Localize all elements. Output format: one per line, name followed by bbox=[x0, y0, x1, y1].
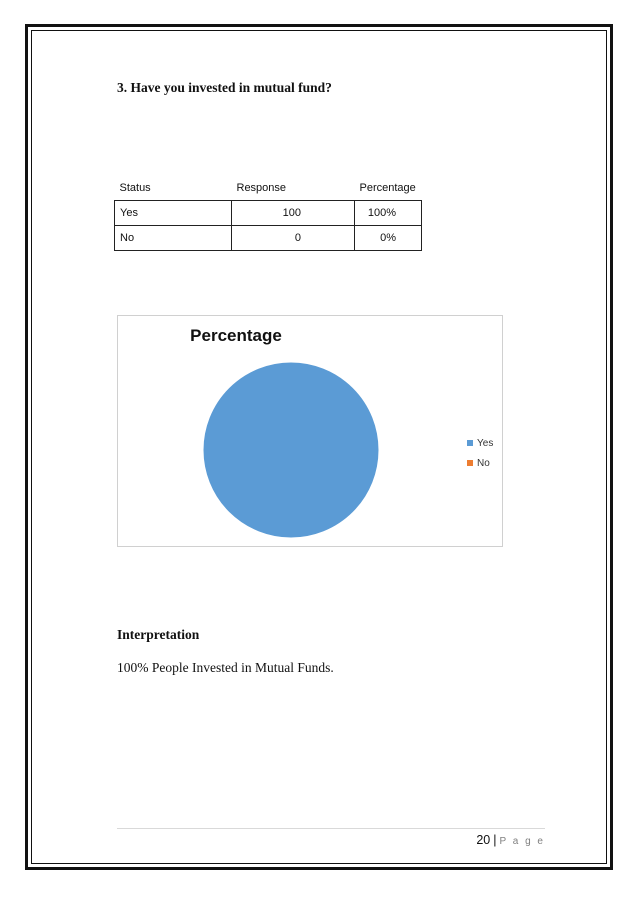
footer-separator: | bbox=[493, 833, 497, 847]
table-cell: 0 bbox=[232, 225, 355, 250]
table-header-cell: Response bbox=[232, 176, 355, 200]
page-footer bbox=[117, 833, 545, 847]
table-row bbox=[115, 200, 422, 225]
table-cell: No bbox=[115, 225, 232, 250]
question-heading: 3. Have you invested in mutual fund? bbox=[117, 80, 332, 95]
table-row bbox=[115, 225, 422, 250]
legend-swatch-no bbox=[467, 460, 473, 466]
table-cell: 0% bbox=[355, 225, 422, 250]
page-number: 20 bbox=[476, 833, 491, 847]
page-label: P a g e bbox=[499, 836, 545, 847]
table-header-cell: Percentage bbox=[355, 176, 422, 200]
pie-slice-yes bbox=[203, 362, 379, 538]
table-header-cell: Status bbox=[115, 176, 232, 200]
pie-chart-plot bbox=[118, 316, 502, 546]
footer-divider bbox=[117, 828, 545, 829]
response-table bbox=[114, 176, 422, 251]
table-cell: Yes bbox=[115, 200, 232, 225]
legend-item-yes bbox=[467, 433, 493, 453]
table-header-row bbox=[115, 176, 422, 200]
interpretation-heading: Interpretation bbox=[117, 627, 200, 642]
legend-label: No bbox=[477, 457, 490, 469]
chart-legend bbox=[467, 433, 493, 473]
chart-title: Percentage bbox=[190, 326, 282, 345]
legend-item-no bbox=[467, 453, 493, 473]
table-cell: 100 bbox=[232, 200, 355, 225]
interpretation-text: 100% People Invested in Mutual Funds. bbox=[117, 660, 334, 675]
table-cell: 100% bbox=[355, 200, 422, 225]
legend-label: Yes bbox=[477, 437, 494, 449]
legend-swatch-yes bbox=[467, 440, 473, 446]
pie-chart bbox=[117, 315, 503, 547]
